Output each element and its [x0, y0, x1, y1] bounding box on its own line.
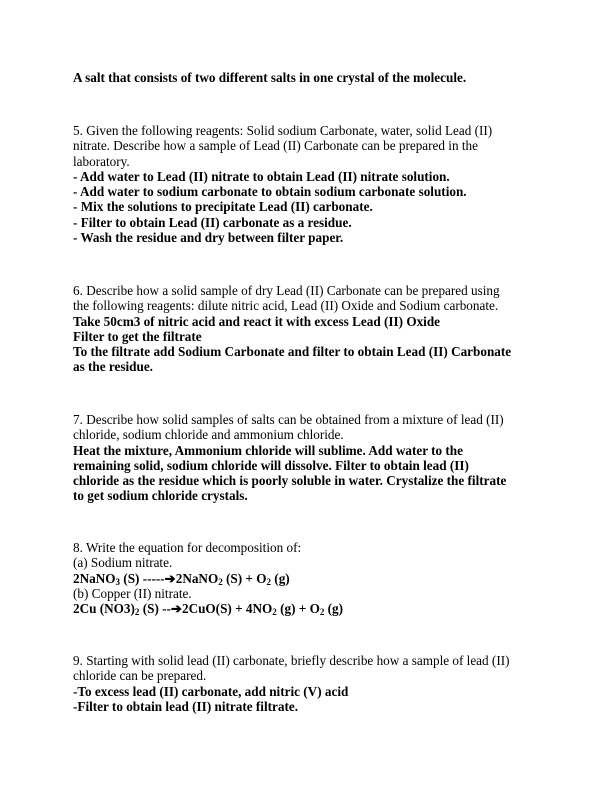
eq-text: (g) — [271, 570, 290, 586]
eq-text: (S) -----➔ — [120, 570, 176, 586]
question-7 — [73, 412, 548, 504]
question-text: chloride can be prepared. — [73, 668, 207, 684]
eq-subscript: 2 — [266, 576, 271, 587]
eq-text: 2CuO(S) + 4NO — [181, 601, 273, 617]
answer-line: - Mix the solutions to precipitate Lead (II) carbonate. — [73, 199, 373, 215]
answer-line: Filter to get the filtrate — [73, 328, 202, 344]
eq-subscript: 2 — [319, 607, 325, 618]
eq-text: (g) + O — [276, 601, 320, 617]
answer-line: as the residue. — [73, 359, 153, 375]
eq-text: 2NaNO — [73, 570, 116, 586]
question-text: 9. Starting with solid lead (II) carbonate, briefly describe how a sample of lead (II) — [73, 653, 510, 668]
question-text: nitrate. Describe how a sample of Lead (II) Carbonate can be prepared in the — [73, 138, 478, 154]
answer-line: - Filter to obtain Lead (II) carbonate as a residue. — [73, 214, 352, 230]
eq-subscript: 2 — [272, 607, 277, 618]
answer-line: remaining solid, sodium chloride will dissolve. Filter to obtain lead (II) — [73, 457, 469, 473]
intro-answer: A salt that consists of two different salts in one crystal of the molecule. — [73, 70, 467, 85]
equation-a — [73, 571, 548, 586]
eq-text: 2Cu (NO3) — [73, 601, 135, 617]
question-text: laboratory. — [73, 153, 130, 169]
question-9 — [73, 653, 548, 714]
answer-line: -To excess lead (II) carbonate, add nitric (V) acid — [73, 683, 349, 699]
answer-line: chloride as the residue which is poorly soluble in water. Crystalize the filtrate — [73, 473, 507, 489]
eq-text: (S) + O — [222, 570, 267, 586]
answer-line: - Wash the residue and dry between filter paper. — [73, 230, 344, 246]
question-5 — [73, 123, 548, 245]
eq-subscript: 2 — [134, 607, 140, 618]
question-6 — [73, 283, 548, 375]
answer-line: To the filtrate add Sodium Carbonate and filter to obtain Lead (II) Carbonate — [73, 344, 512, 360]
answer-line: Take 50cm3 of nitric acid and react it with excess Lead (II) Oxide — [73, 313, 441, 329]
equation-b — [73, 601, 548, 616]
question-text: 7. Describe how solid samples of salts can be obtained from a mixture of lead (II) — [73, 412, 504, 427]
part-b-label: (b) Copper (II) nitrate. — [73, 585, 192, 601]
eq-subscript: 2 — [218, 576, 223, 587]
answer-line: - Add water to sodium carbonate to obtain sodium carbonate solution. — [73, 184, 467, 200]
eq-subscript: 3 — [115, 576, 120, 587]
question-text: 6. Describe how a solid sample of dry Lead (II) Carbonate can be prepared using — [73, 283, 500, 298]
answer-line: Heat the mixture, Ammonium chloride will sublime. Add water to the — [73, 442, 463, 458]
question-text: the following reagents: dilute nitric acid, Lead (II) Oxide and Sodium carbonate. — [73, 298, 499, 314]
part-a-label: (a) Sodium nitrate. — [73, 555, 173, 571]
question-text: 5. Given the following reagents: Solid sodium Carbonate, water, solid Lead (II) — [73, 123, 493, 138]
answer-line: to get sodium chloride crystals. — [73, 488, 248, 504]
answer-line: - Add water to Lead (II) nitrate to obtain Lead (II) nitrate solution. — [73, 168, 450, 184]
answer-line: -Filter to obtain lead (II) nitrate filtrate. — [73, 698, 298, 714]
question-text: chloride, sodium chloride and ammonium chloride. — [73, 427, 344, 443]
eq-text: (S) --➔ — [139, 601, 182, 617]
eq-text: (g) — [324, 601, 344, 617]
question-8 — [73, 540, 548, 616]
question-text: 8. Write the equation for decomposition of: — [73, 540, 302, 555]
eq-text: 2NaNO — [175, 570, 219, 586]
